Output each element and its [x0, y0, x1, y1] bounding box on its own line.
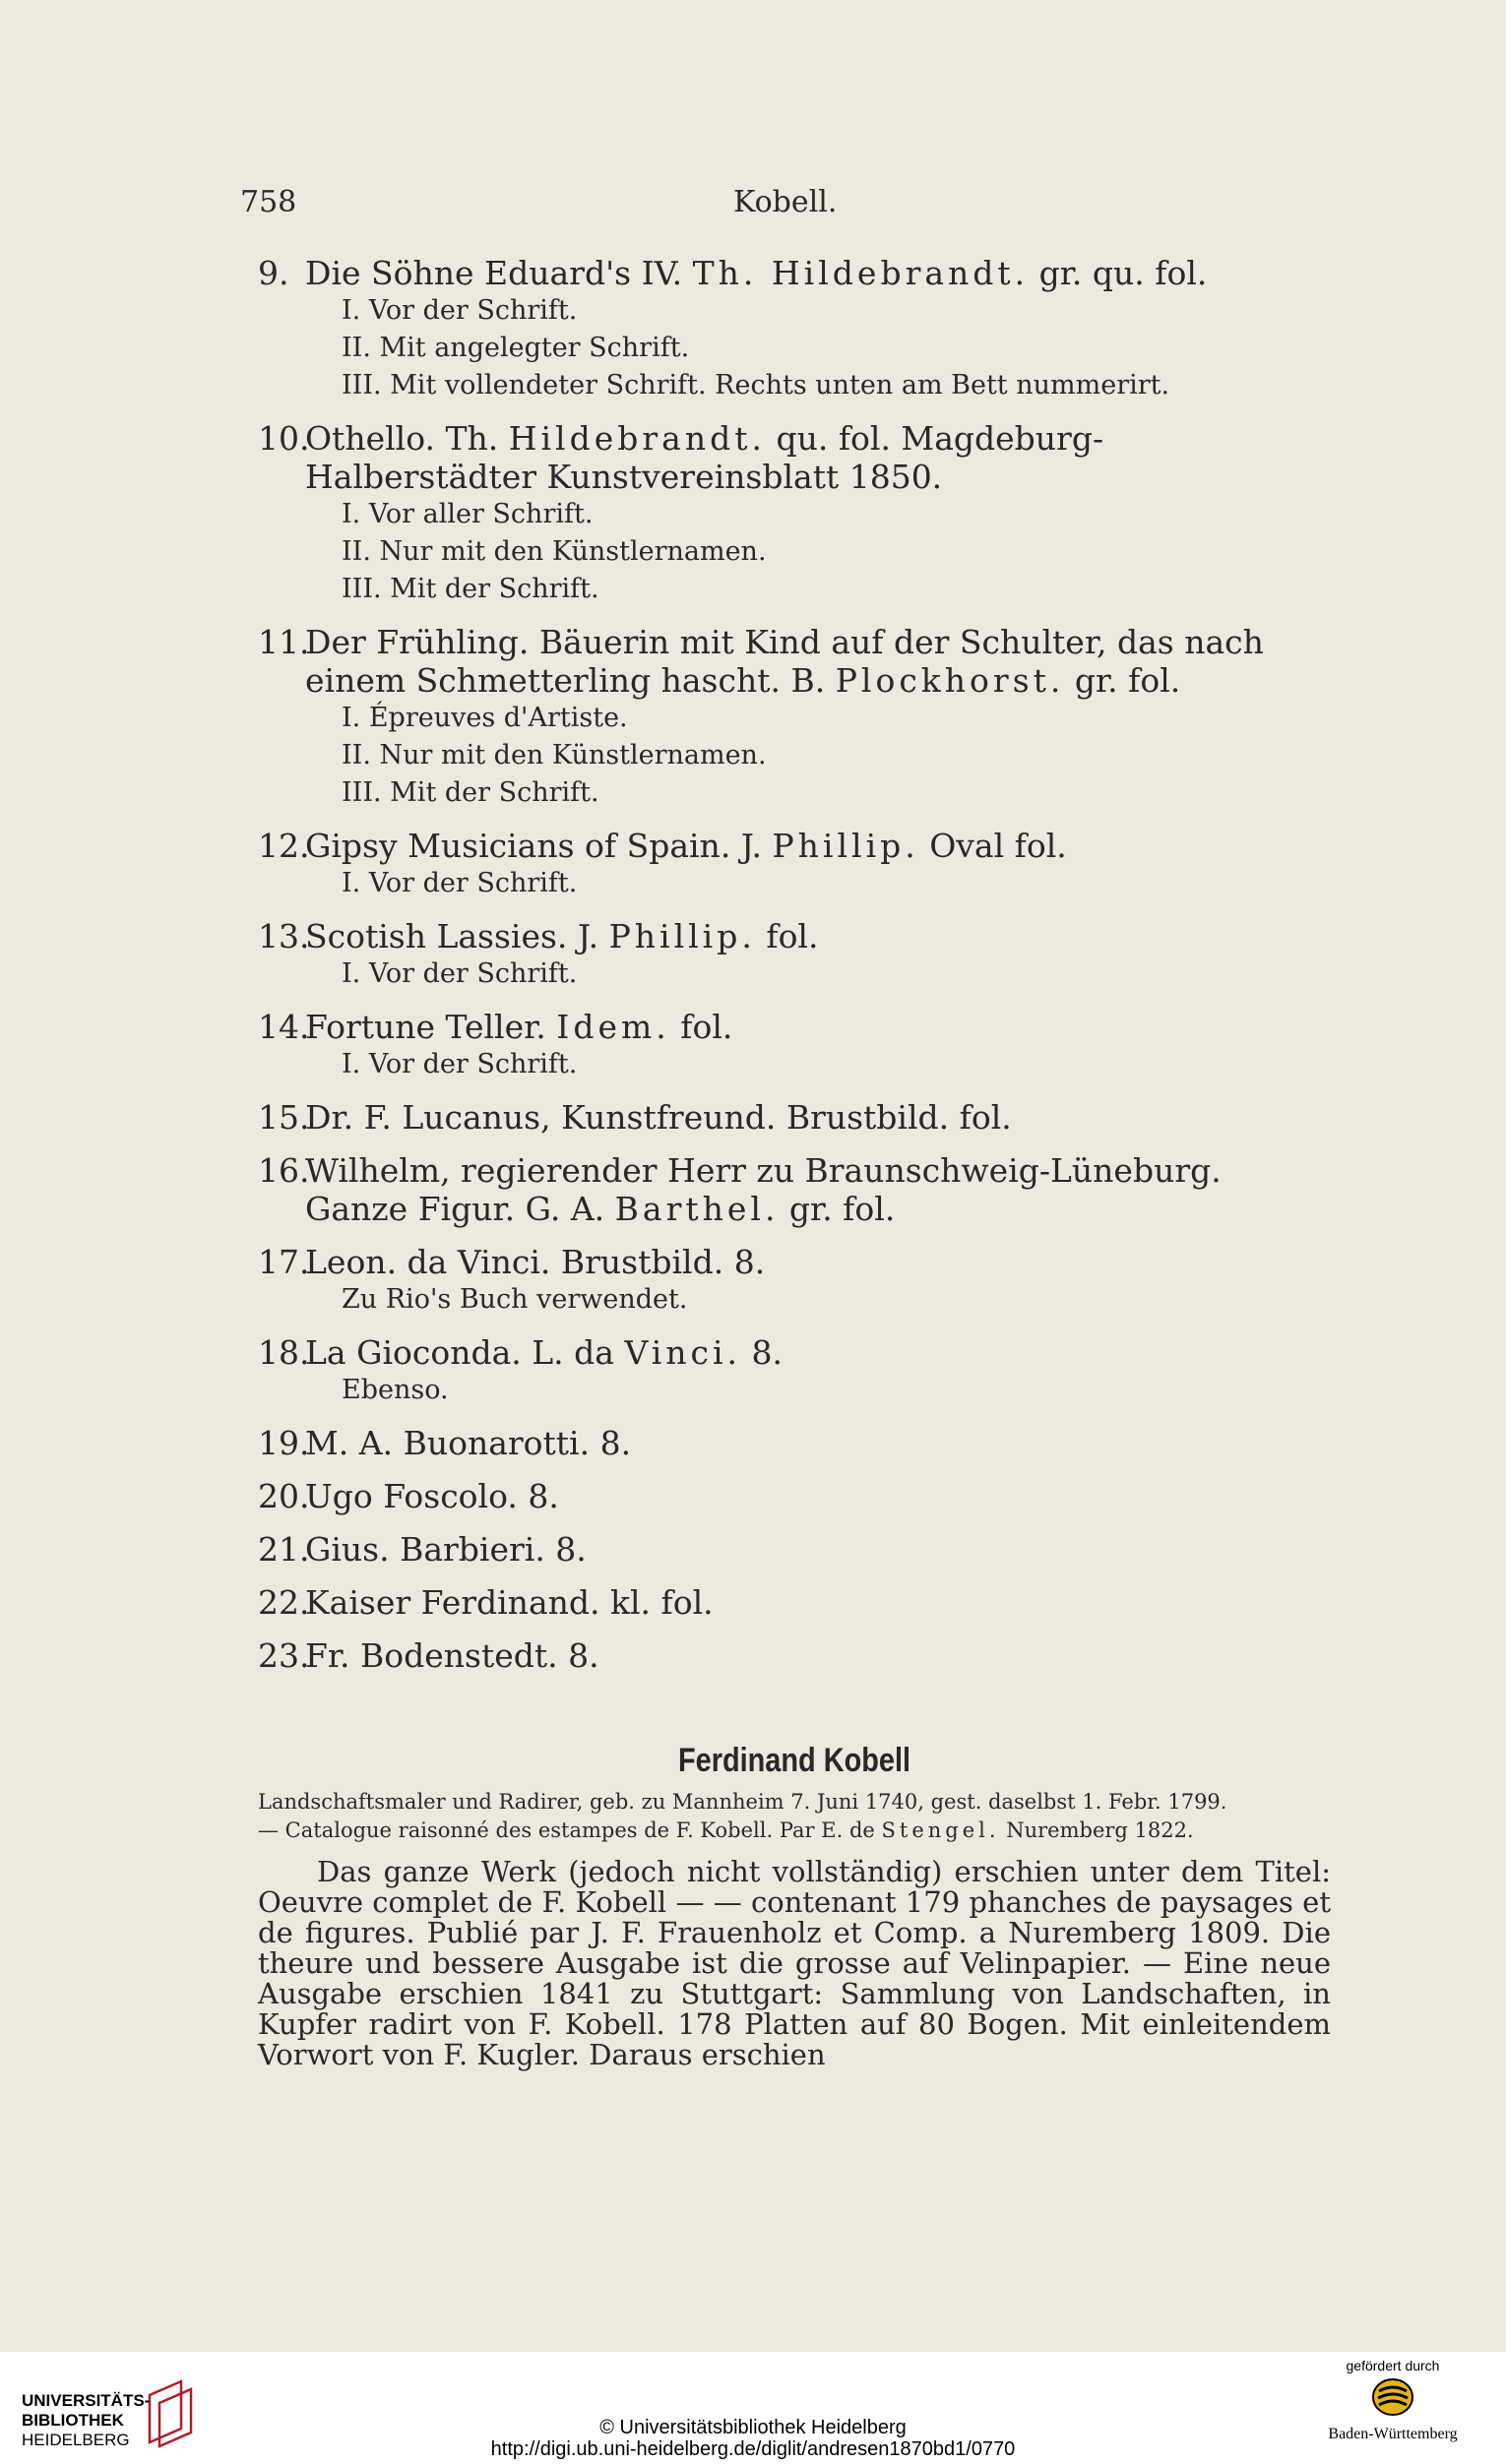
entry-text: Scotish Lassies. J. — [305, 917, 609, 955]
entry-text: Fr. Bodenstedt. 8. — [305, 1636, 599, 1675]
footer-text — [374, 2417, 1132, 2460]
page-number: 758 — [240, 185, 297, 219]
entry-state: III. Mit der Schrift. — [342, 777, 599, 808]
entry-number: 10. — [258, 419, 310, 458]
entry-spacer — [258, 812, 1331, 827]
entry-number: 12. — [258, 827, 310, 865]
entry-artist-name: Th. Hildebrandt. — [692, 254, 1030, 292]
entry-artist-name: Idem. — [556, 1008, 670, 1046]
entry-number: 22. — [258, 1583, 310, 1622]
entry-state: I. Épreuves d'Artiste. — [342, 703, 628, 733]
entry-text: qu. fol. Magdeburg-Halberstädter Kunstvereinsblatt 1850. — [305, 419, 1104, 496]
catalogue-entry — [258, 623, 1331, 812]
library-name-2: BIBLIOTHEK — [22, 2411, 124, 2430]
catalogue-entry — [258, 1583, 1331, 1622]
entry-text: Oval fol. — [918, 827, 1067, 865]
catalogue-entry — [258, 1008, 1331, 1083]
entry-text: Gipsy Musicians of Spain. J. — [305, 827, 773, 865]
entry-state: III. Mit vollendeter Schrift. Rechts unten am Bett nummerirt. — [342, 370, 1170, 400]
meta-line-2b: Nuremberg 1822. — [999, 1818, 1194, 1842]
catalogue-entry — [258, 1424, 1331, 1462]
entry-text: M. A. Buonarotti. 8. — [305, 1424, 632, 1462]
entry-text: fol. — [755, 917, 819, 955]
entry-title — [258, 419, 1331, 496]
sponsor-name: Baden-Württemberg — [1328, 2426, 1458, 2442]
state-coat-of-arms-icon — [1370, 2373, 1415, 2419]
sponsor-block[interactable] — [1309, 2358, 1476, 2443]
entry-spacer — [258, 1515, 1331, 1530]
entry-number: 16. — [258, 1151, 310, 1190]
entry-number: 15. — [258, 1098, 310, 1137]
entry-title — [258, 917, 1331, 955]
catalogue-entry — [258, 1098, 1331, 1137]
entry-number: 20. — [258, 1477, 310, 1515]
entry-spacer — [258, 1462, 1331, 1477]
entry-spacer — [258, 1409, 1331, 1424]
catalogue-entry — [258, 1636, 1331, 1675]
entry-title — [258, 254, 1331, 292]
meta-line-2-spaced: Stengel. — [881, 1818, 1000, 1842]
entry-title — [258, 623, 1331, 700]
entry-title — [258, 1098, 1331, 1137]
entry-text: Gius. Barbieri. 8. — [305, 1530, 587, 1569]
entry-title — [258, 1008, 1331, 1046]
library-logo[interactable] — [22, 2373, 238, 2452]
library-name-3: HEIDELBERG — [22, 2431, 130, 2449]
entry-spacer — [258, 1228, 1331, 1243]
entry-text: Kaiser Ferdinand. kl. fol. — [305, 1583, 714, 1622]
entry-text: gr. fol. — [1064, 661, 1181, 700]
page-header — [0, 185, 1506, 224]
catalogue-entry — [258, 1243, 1331, 1319]
sponsor-caption: gefördert durch — [1346, 2358, 1440, 2373]
entry-text: Leon. da Vinci. Brustbild. 8. — [305, 1243, 766, 1281]
catalogue-entry — [258, 1333, 1331, 1409]
running-title: Kobell. — [733, 185, 838, 219]
entry-text: Der Frühling. Bäuerin mit Kind auf der Schulter, das nach einem Schmetterling hascht. B. — [305, 623, 1264, 700]
entry-state: I. Vor der Schrift. — [342, 868, 578, 898]
entry-state: Ebenso. — [342, 1375, 449, 1405]
entry-spacer — [258, 608, 1331, 623]
entry-state: III. Mit der Schrift. — [342, 574, 599, 604]
section-title: Ferdinand Kobell — [677, 1742, 911, 1779]
entry-title — [258, 1333, 1331, 1372]
entry-title — [258, 827, 1331, 865]
entry-number: 18. — [258, 1333, 310, 1372]
entry-state: I. Vor der Schrift. — [342, 958, 578, 989]
catalogue-entry — [258, 1151, 1331, 1228]
copyright-notice: © Universitätsbibliothek Heidelberg — [599, 2417, 907, 2438]
catalogue-entry — [258, 419, 1331, 608]
entry-state: I. Vor aller Schrift. — [342, 499, 594, 529]
entry-text: Othello. Th. — [305, 419, 509, 458]
entry-artist-name: Vinci. — [624, 1333, 742, 1372]
meta-line-1: Landschaftsmaler und Radirer, geb. zu Mannheim 7. Juni 1740, gest. daselbst 1. Febr. 1799. — [258, 1790, 1227, 1814]
entry-spacer — [258, 1137, 1331, 1151]
catalogue-entry — [258, 827, 1331, 902]
entry-text: Die Söhne Eduard's IV. — [305, 254, 693, 292]
entry-state: II. Nur mit den Künstlernamen. — [342, 740, 767, 770]
entry-number: 23. — [258, 1636, 310, 1675]
permalink-url[interactable]: http://digi.ub.uni-heidelberg.de/diglit/andresen1870bd1/0770 — [490, 2438, 1016, 2460]
entry-artist-name: Phillip. — [608, 917, 756, 955]
catalogue-entry — [258, 254, 1331, 404]
entry-number: 11. — [258, 623, 310, 661]
entry-title — [258, 1477, 1331, 1515]
entry-spacer — [258, 902, 1331, 917]
entry-state: II. Mit angelegter Schrift. — [342, 333, 690, 363]
meta-line-2a: — Catalogue raisonné des estampes de F. Kobell. Par E. de — [258, 1818, 882, 1842]
entry-text: gr. fol. — [779, 1190, 896, 1228]
entry-text: 8. — [741, 1333, 784, 1372]
library-emblem-icon — [142, 2373, 201, 2452]
entry-title — [258, 1530, 1331, 1569]
entry-number: 14. — [258, 1008, 310, 1046]
entry-spacer — [258, 1319, 1331, 1333]
entry-spacer — [258, 1083, 1331, 1098]
entry-artist-name: Hildebrandt. — [508, 419, 766, 458]
entry-text: La Gioconda. L. da — [305, 1333, 625, 1372]
entry-text: Wilhelm, regierender Herr zu Braunschweig-Lüneburg. Ganze Figur. G. A. — [305, 1151, 1222, 1228]
entry-spacer — [258, 404, 1331, 419]
catalogue-entry — [258, 1477, 1331, 1515]
entry-number: 13. — [258, 917, 310, 955]
catalogue-entries — [258, 254, 1331, 1675]
entry-number: 9. — [258, 254, 289, 292]
library-name-1: UNIVERSITÄTS- — [22, 2391, 151, 2410]
entry-spacer — [258, 1622, 1331, 1636]
entry-text: Fortune Teller. — [305, 1008, 557, 1046]
entry-state: I. Vor der Schrift. — [342, 295, 578, 326]
entry-text: Ugo Foscolo. 8. — [305, 1477, 559, 1515]
entry-number: 17. — [258, 1243, 310, 1281]
catalogue-entry — [258, 1530, 1331, 1569]
digitization-footer — [0, 2352, 1506, 2464]
entry-title — [258, 1583, 1331, 1622]
entry-state: Zu Rio's Buch verwendet. — [342, 1284, 688, 1315]
entry-artist-name: Phillip. — [772, 827, 919, 865]
entry-state: II. Nur mit den Künstlernamen. — [342, 536, 767, 567]
section-body: Das ganze Werk (jedoch nicht vollständig) erschien unter dem Titel: Oeuvre complet de F. Kobell — — contenant 179 phanches de paysages et de figures. Publié par J. F. Frauenholz et Comp. a Nuremberg 1809. Die theure und bessere Ausgabe ist die grosse auf Velinpapier. — Eine neue Ausgabe erschien 1841 zu Stuttgart: Sammlung von Landschaften, in Kupfer radirt von F. Kobell. 178 Platten auf 80 Bogen. Mit einleitendem Vorwort von F. Kugler. Daraus erschien — [258, 1855, 1331, 2071]
entry-title — [258, 1243, 1331, 1281]
entry-spacer — [258, 1569, 1331, 1583]
entry-text: gr. qu. fol. — [1029, 254, 1208, 292]
entry-spacer — [258, 993, 1331, 1008]
entry-text: Dr. F. Lucanus, Kunstfreund. Brustbild. fol. — [305, 1098, 1012, 1137]
entry-title — [258, 1424, 1331, 1462]
section-metadata — [258, 1788, 1331, 1845]
entry-number: 19. — [258, 1424, 310, 1462]
entry-title — [258, 1151, 1331, 1228]
entry-text: fol. — [669, 1008, 733, 1046]
entry-number: 21. — [258, 1530, 310, 1569]
artist-section — [258, 1742, 1331, 2070]
entry-artist-name: Plockhorst. — [835, 661, 1065, 700]
entry-artist-name: Barthel. — [614, 1190, 780, 1228]
catalogue-entry — [258, 917, 1331, 993]
entry-title — [258, 1636, 1331, 1675]
entry-state: I. Vor der Schrift. — [342, 1049, 578, 1079]
